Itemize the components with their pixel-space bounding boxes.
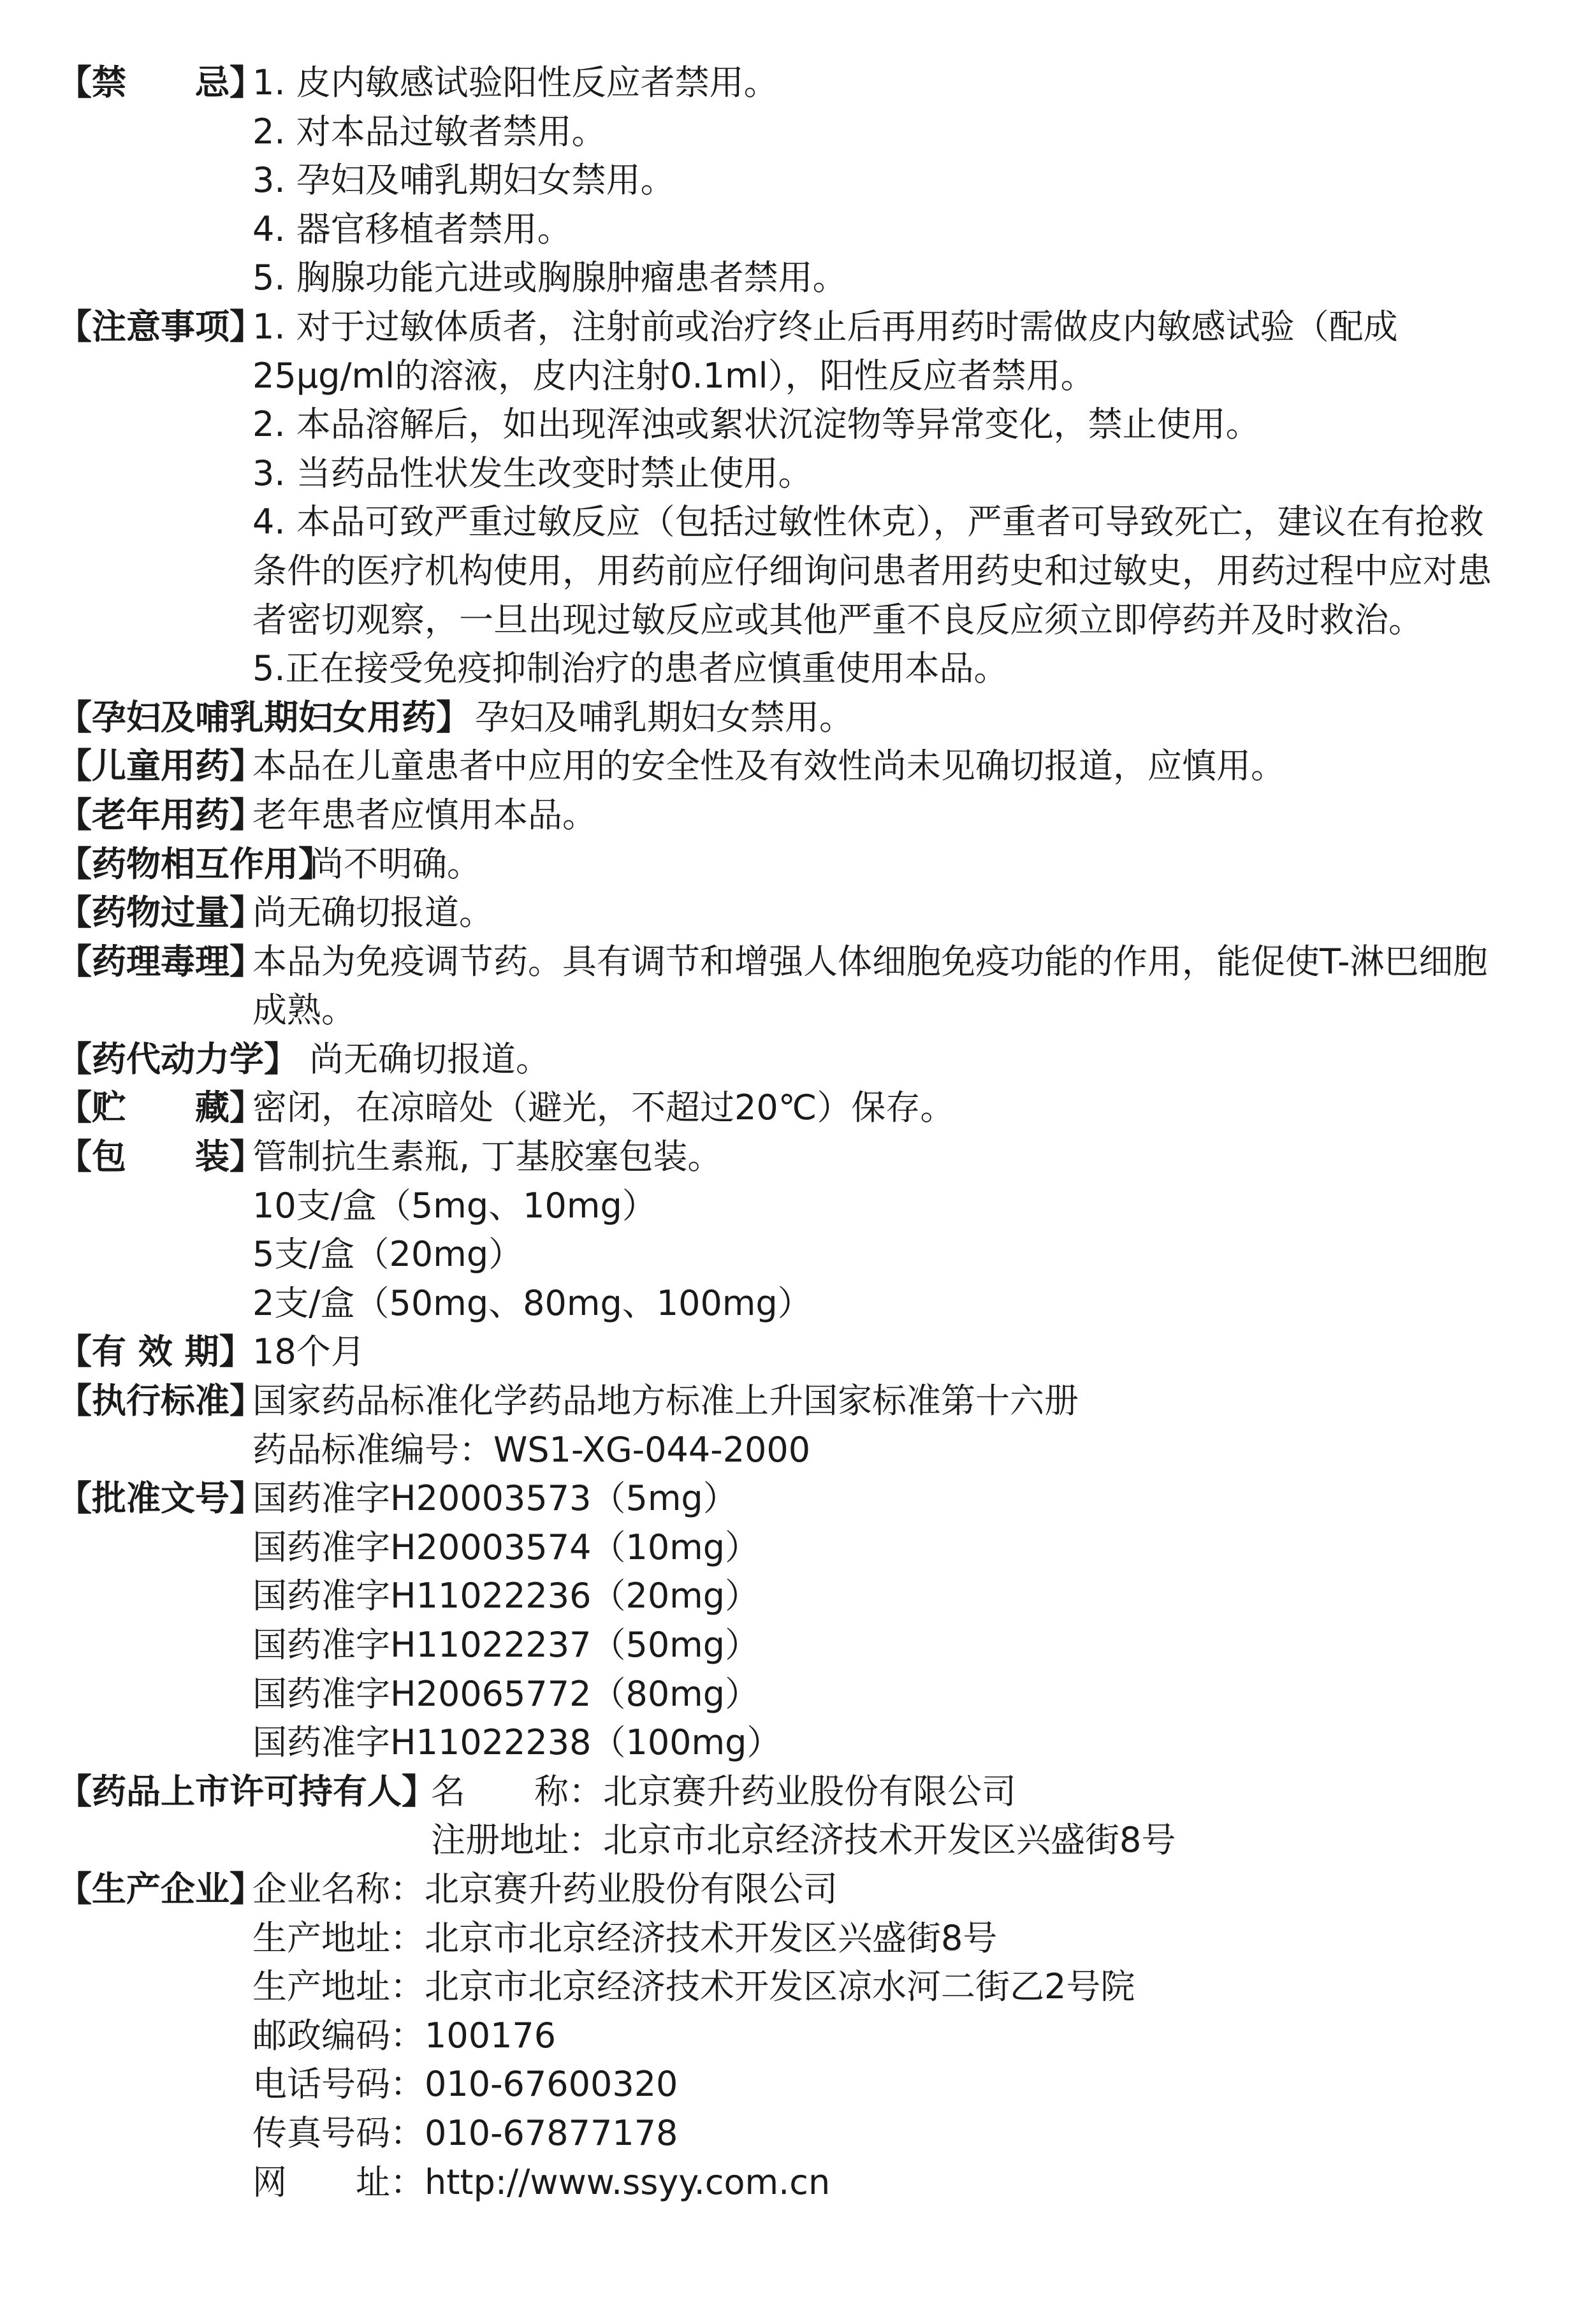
section-text: 企业名称：北京赛升药业股份有限公司: [252, 1868, 838, 1909]
approval-row-6: [57, 1718, 1549, 1768]
section-text: 4. 本品可致严重过敏反应（包括过敏性休克），严重者可导致死亡，建议在有抢救: [252, 502, 1484, 542]
section-text: 5. 胸腺功能亢进或胸腺肿瘤患者禁用。: [252, 258, 847, 298]
section-label: 【药理毒理】: [57, 941, 264, 982]
contraindications-row-3: [57, 156, 1549, 205]
section-text: 5支/盒（20mg）: [252, 1234, 523, 1275]
section-text: 国家药品标准化学药品地方标准上升国家标准第十六册: [252, 1381, 1079, 1421]
section-text: 孕妇及哺乳期妇女禁用。: [475, 697, 854, 737]
section-text: 2. 本品溶解后，如出现浑浊或絮状沉淀物等异常变化，禁止使用。: [252, 404, 1260, 445]
section-label: 【药代动力学】: [57, 1038, 298, 1079]
section-text: 10支/盒（5mg、10mg）: [252, 1185, 657, 1226]
section-text: 电话号码：010-67600320: [252, 2064, 678, 2105]
section-label: 【老年用药】: [57, 794, 264, 835]
section-label: 【包 装】: [57, 1137, 264, 1177]
pharmacology-row-1: [57, 938, 1549, 987]
section-text: 生产地址：北京市北京经济技术开发区凉水河二街乙2号院: [252, 1966, 1135, 2007]
overdose-row: [57, 889, 1549, 938]
shelf-life-row: [57, 1328, 1549, 1377]
section-label: 【有 效 期】: [57, 1332, 254, 1372]
holder-row-2: [57, 1816, 1549, 1865]
pharmacokinetics-row: [57, 1035, 1549, 1084]
section-text: 4. 器官移植者禁用。: [252, 208, 572, 249]
section-text: 成熟。: [252, 990, 356, 1031]
section-text: 1. 对于过敏体质者，注射前或治疗终止后再用药时需做皮内敏感试验（配成: [252, 306, 1398, 347]
section-label: 【执行标准】: [57, 1381, 264, 1421]
section-text: 5.正在接受免疫抑制治疗的患者应慎重使用本品。: [252, 648, 1009, 689]
section-label: 【药品上市许可持有人】: [57, 1771, 436, 1812]
pediatric-row: [57, 742, 1549, 791]
section-text: 者密切观察，一旦出现过敏反应或其他严重不良反应须立即停药并及时救治。: [252, 599, 1423, 640]
section-text: 传真号码：010-67877178: [252, 2112, 678, 2153]
packaging-row-1: [57, 1133, 1549, 1182]
pharmacology-row-2: [57, 986, 1549, 1035]
approval-row-4: [57, 1621, 1549, 1670]
standard-row-1: [57, 1377, 1549, 1426]
packaging-row-3: [57, 1230, 1549, 1279]
section-text: 1. 皮内敏感试验阳性反应者禁用。: [252, 62, 778, 103]
drug-label-document: [57, 59, 1549, 2207]
manufacturer-row-5: [57, 2060, 1549, 2109]
section-label: 【生产企业】: [57, 1868, 264, 1909]
section-text: 管制抗生素瓶, 丁基胶塞包装。: [252, 1137, 722, 1177]
section-text: 3. 孕妇及哺乳期妇女禁用。: [252, 160, 675, 201]
packaging-row-2: [57, 1182, 1549, 1231]
precautions-row-4: [57, 449, 1549, 498]
section-text: 3. 当药品性状发生改变时禁止使用。: [252, 453, 813, 493]
section-text: 生产地址：北京市北京经济技术开发区兴盛街8号: [252, 1917, 998, 1958]
section-text: 密闭，在凉暗处（避光，不超过20℃）保存。: [252, 1087, 955, 1128]
section-text: 老年患者应慎用本品。: [252, 794, 597, 835]
section-text: 条件的医疗机构使用，用药前应仔细询问患者用药史和过敏史，用药过程中应对患: [252, 550, 1492, 591]
section-text: 国药准字H20003574（10mg）: [252, 1527, 760, 1567]
manufacturer-row-6: [57, 2109, 1549, 2158]
contraindications-row-2: [57, 108, 1549, 157]
approval-row-5: [57, 1670, 1549, 1719]
section-label: 【贮 藏】: [57, 1087, 264, 1128]
section-label: 【注意事项】: [57, 306, 264, 347]
manufacturer-row-2: [57, 1914, 1549, 1963]
section-text: 国药准字H20003573（5mg）: [252, 1478, 738, 1519]
manufacturer-row-1: [57, 1865, 1549, 1914]
section-text: 2. 对本品过敏者禁用。: [252, 111, 606, 152]
section-text: 25μg/ml的溶液，皮内注射0.1ml），阳性反应者禁用。: [252, 355, 1095, 396]
storage-row: [57, 1084, 1549, 1133]
section-text: 国药准字H11022236（20mg）: [252, 1576, 760, 1616]
precautions-row-8: [57, 644, 1549, 694]
contraindications-row-5: [57, 254, 1549, 303]
manufacturer-row-7: [57, 2158, 1549, 2207]
section-label: 【药物相互作用】: [57, 843, 333, 884]
manufacturer-row-3: [57, 1963, 1549, 2012]
section-text: 网 址：http://www.ssyy.com.cn: [252, 2161, 831, 2202]
section-label: 【儿童用药】: [57, 746, 264, 787]
section-text: 国药准字H11022237（50mg）: [252, 1625, 760, 1665]
holder-row-1: [57, 1768, 1549, 1817]
approval-row-2: [57, 1523, 1549, 1572]
section-text: 尚无确切报道。: [252, 892, 493, 933]
section-label: 【药物过量】: [57, 892, 264, 933]
section-text: 名 称：北京赛升药业股份有限公司: [431, 1771, 1016, 1812]
packaging-row-4: [57, 1279, 1549, 1328]
pregnancy-row: [57, 694, 1549, 743]
approval-row-3: [57, 1572, 1549, 1621]
section-label: 【禁 忌】: [57, 62, 264, 103]
section-text: 邮政编码：100176: [252, 2015, 557, 2056]
contraindications-row-1: [57, 59, 1549, 108]
precautions-row-7: [57, 596, 1549, 645]
standard-row-2: [57, 1426, 1549, 1475]
section-text: 2支/盒（50mg、80mg、100mg）: [252, 1282, 812, 1323]
precautions-row-1: [57, 303, 1549, 352]
section-text: 国药准字H20065772（80mg）: [252, 1673, 760, 1714]
section-label: 【批准文号】: [57, 1478, 264, 1519]
section-text: 尚无确切报道。: [309, 1038, 550, 1079]
section-text: 注册地址：北京市北京经济技术开发区兴盛街8号: [431, 1820, 1176, 1861]
section-text: 国药准字H11022238（100mg）: [252, 1722, 782, 1763]
section-text: 本品在儿童患者中应用的安全性及有效性尚未见确切报道，应慎用。: [252, 746, 1285, 787]
section-label: 【孕妇及哺乳期妇女用药】: [57, 697, 470, 737]
geriatric-row: [57, 791, 1549, 840]
approval-row-1: [57, 1474, 1549, 1523]
precautions-row-5: [57, 498, 1549, 547]
section-text: 18个月: [252, 1332, 365, 1372]
precautions-row-2: [57, 352, 1549, 401]
interactions-row: [57, 840, 1549, 889]
manufacturer-row-4: [57, 2012, 1549, 2061]
section-text: 本品为免疫调节药。具有调节和增强人体细胞免疫功能的作用，能促使T-淋巴细胞: [252, 941, 1488, 982]
precautions-row-6: [57, 547, 1549, 596]
contraindications-row-4: [57, 205, 1549, 254]
precautions-row-3: [57, 400, 1549, 449]
section-text: 药品标准编号：WS1-XG-044-2000: [252, 1429, 811, 1470]
section-text: 尚不明确。: [309, 843, 481, 884]
